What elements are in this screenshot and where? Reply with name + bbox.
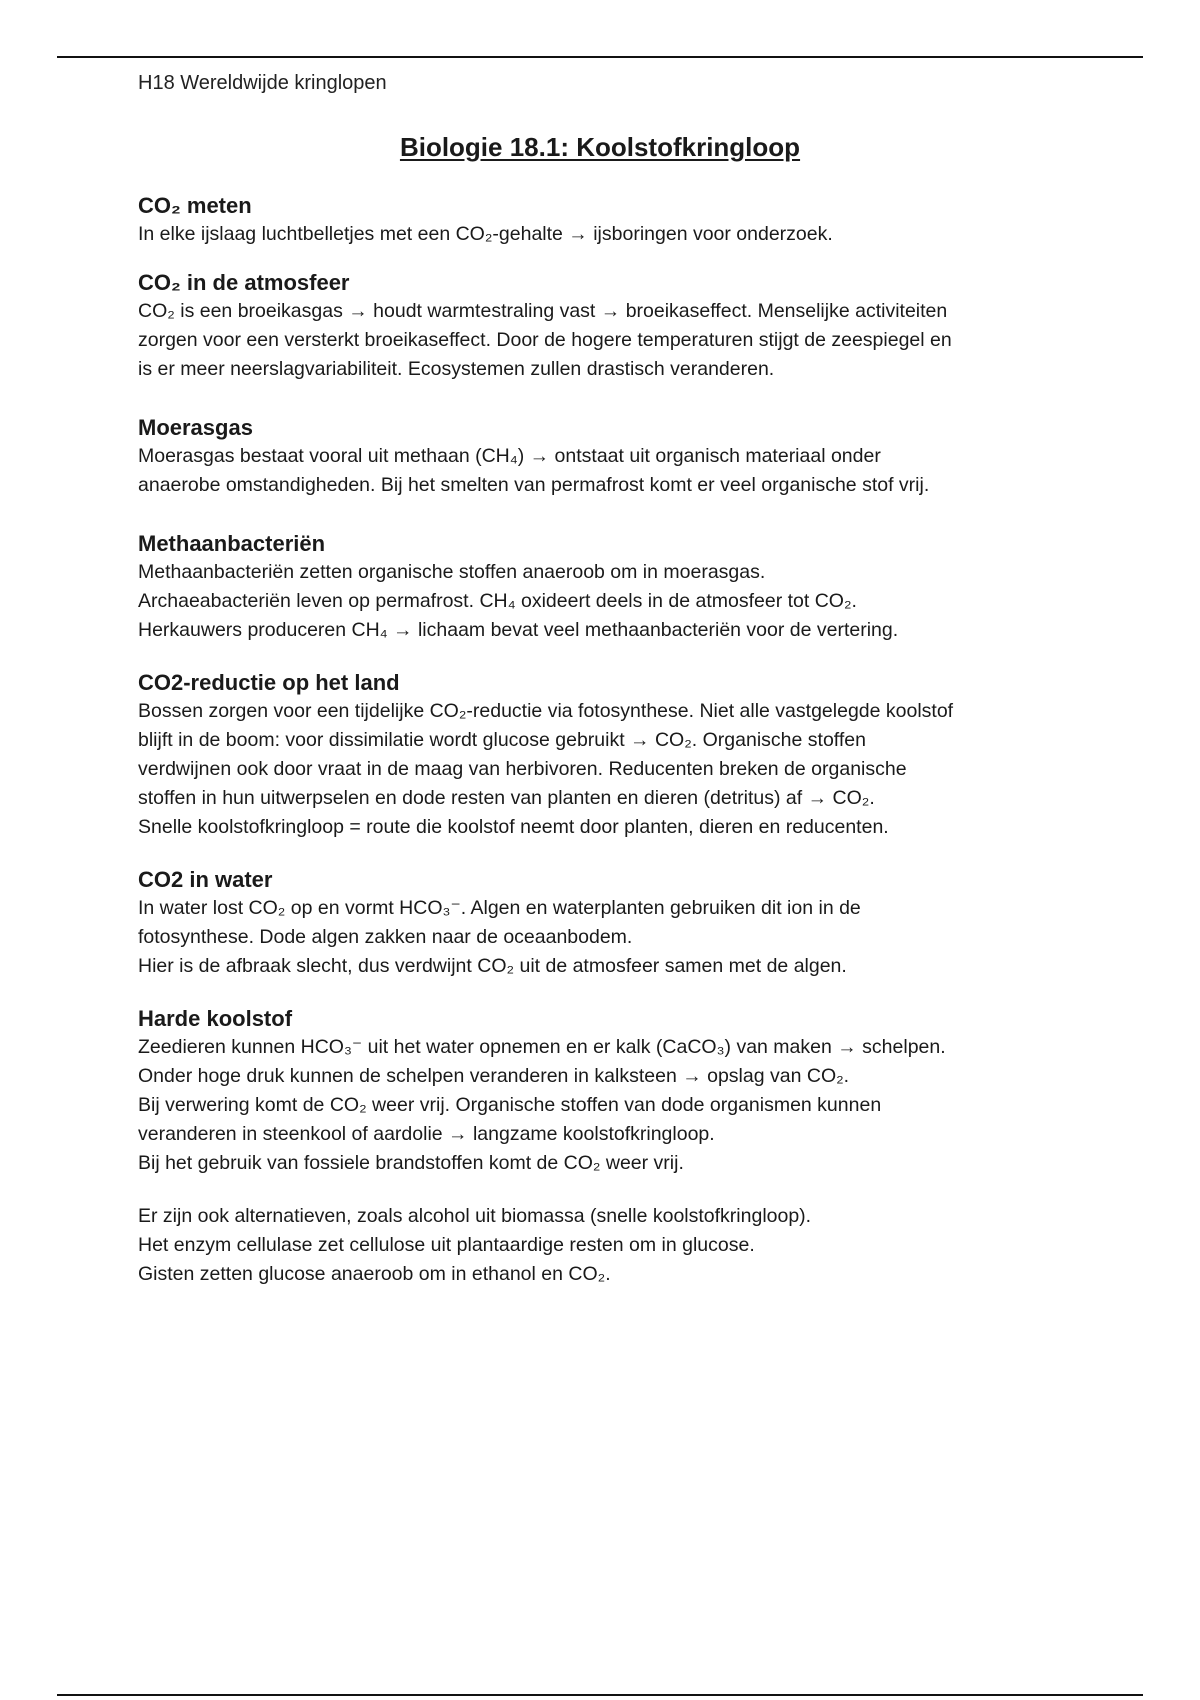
section-moerasgas xyxy=(138,414,1078,500)
section-co2-meten xyxy=(138,192,1078,249)
section-heading: CO2-reductie op het land xyxy=(138,670,400,695)
text-line: CO₂ is een broeikasgas → houdt warmtestraling vast → broeikaseffect. Menselijke activiteiten xyxy=(138,300,948,322)
chapter-header: H18 Wereldwijde kringlopen xyxy=(138,72,387,94)
text-line: stoffen in hun uitwerpselen en dode resten van planten en dieren (detritus) af → CO₂. xyxy=(138,787,875,809)
closing-paragraph xyxy=(138,1202,1078,1289)
section-heading: Harde koolstof xyxy=(138,1006,293,1031)
section-heading: CO₂ meten xyxy=(138,193,252,218)
section-paragraph xyxy=(138,442,1078,500)
section-paragraph xyxy=(138,297,1078,384)
section-paragraph xyxy=(138,220,1078,249)
text-line: verdwijnen ook door vraat in de maag van herbivoren. Reducenten breken de organische xyxy=(138,758,907,780)
document-body xyxy=(138,192,1078,1289)
section-harde-koolstof xyxy=(138,1005,1078,1178)
section-paragraph xyxy=(138,697,1078,842)
text-line: anaerobe omstandigheden. Bij het smelten van permafrost komt er veel organische stof vrij. xyxy=(138,474,930,496)
section-paragraph xyxy=(138,894,1078,981)
text-line: veranderen in steenkool of aardolie → langzame koolstofkringloop. xyxy=(138,1123,715,1145)
text-line: blijft in de boom: voor dissimilatie wordt glucose gebruikt → CO₂. Organische stoffen xyxy=(138,729,866,751)
top-rule xyxy=(57,56,1143,58)
text-line: Er zijn ook alternatieven, zoals alcohol uit biomassa (snelle koolstofkringloop). xyxy=(138,1205,812,1227)
text-line: Archaeabacteriën leven op permafrost. CH₄ oxideert deels in de atmosfeer tot CO₂. xyxy=(138,590,857,612)
section-closing xyxy=(138,1202,1078,1289)
bottom-rule xyxy=(57,1694,1143,1696)
section-co2-atmosfeer xyxy=(138,269,1078,384)
section-co2-reductie-land xyxy=(138,669,1078,842)
section-heading: Methaanbacteriën xyxy=(138,531,326,556)
text-line: Bij verwering komt de CO₂ weer vrij. Organische stoffen van dode organismen kunnen xyxy=(138,1094,882,1116)
text-line: Hier is de afbraak slecht, dus verdwijnt CO₂ uit de atmosfeer samen met de algen. xyxy=(138,955,847,977)
section-heading: CO₂ in de atmosfeer xyxy=(138,270,350,295)
text-line: fotosynthese. Dode algen zakken naar de oceaanbodem. xyxy=(138,926,633,948)
section-heading: CO2 in water xyxy=(138,867,273,892)
section-co2-water xyxy=(138,866,1078,981)
text-line: Onder hoge druk kunnen de schelpen veranderen in kalksteen → opslag van CO₂. xyxy=(138,1065,850,1087)
section-paragraph xyxy=(138,558,1078,645)
section-methaanbacterien xyxy=(138,530,1078,645)
text-line: Gisten zetten glucose anaeroob om in ethanol en CO₂. xyxy=(138,1263,611,1285)
section-heading: Moerasgas xyxy=(138,415,253,440)
text-line: In water lost CO₂ op en vormt HCO₃⁻. Algen en waterplanten gebruiken dit ion in de xyxy=(138,897,861,919)
text-line: Bij het gebruik van fossiele brandstoffen komt de CO₂ weer vrij. xyxy=(138,1152,684,1174)
text-line: In elke ijslaag luchtbelletjes met een CO₂-gehalte → ijsboringen voor onderzoek. xyxy=(138,223,833,245)
text-line: Snelle koolstofkringloop = route die koolstof neemt door planten, dieren en reducenten. xyxy=(138,816,889,838)
text-line: Herkauwers produceren CH₄ → lichaam bevat veel methaanbacteriën voor de vertering. xyxy=(138,619,899,641)
page-title: Biologie 18.1: Koolstofkringloop xyxy=(399,132,801,162)
text-line: Zeedieren kunnen HCO₃⁻ uit het water opnemen en er kalk (CaCO₃) van maken → schelpen. xyxy=(138,1036,946,1058)
text-line: Het enzym cellulase zet cellulose uit plantaardige resten om in glucose. xyxy=(138,1234,755,1256)
text-line: Methaanbacteriën zetten organische stoffen anaeroob om in moerasgas. xyxy=(138,561,766,583)
section-paragraph xyxy=(138,1033,1078,1178)
text-line: Moerasgas bestaat vooral uit methaan (CH₄) → ontstaat uit organisch materiaal onder xyxy=(138,445,881,467)
text-line: Bossen zorgen voor een tijdelijke CO₂-reductie via fotosynthese. Niet alle vastgelegde koolstof xyxy=(138,700,954,722)
text-line: is er meer neerslagvariabiliteit. Ecosystemen zullen drastisch veranderen. xyxy=(138,358,775,380)
text-line: zorgen voor een versterkt broeikaseffect. Door de hogere temperaturen stijgt de zeespiegel en xyxy=(138,329,952,351)
